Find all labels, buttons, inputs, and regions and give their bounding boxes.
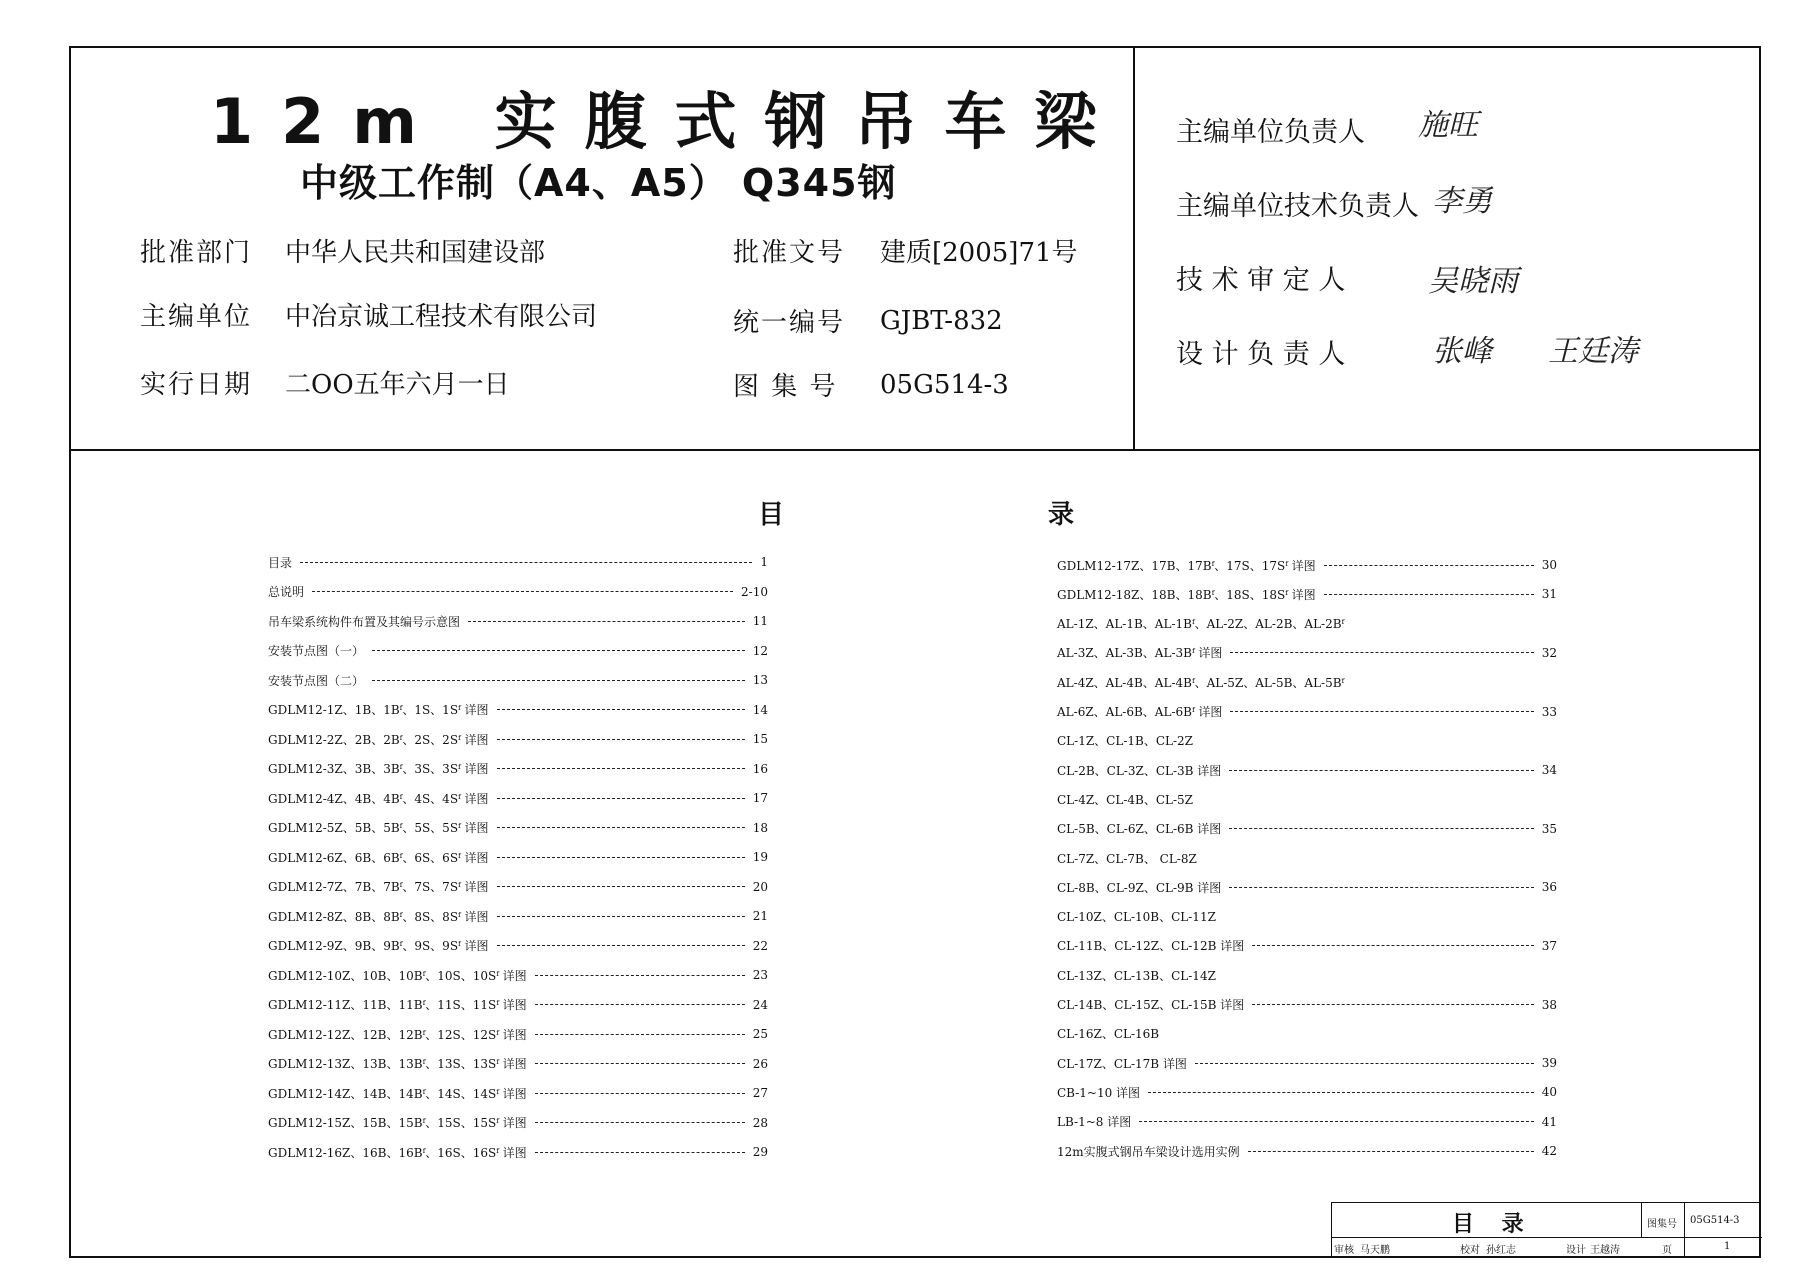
toc-entry-page: 33 xyxy=(1541,704,1557,719)
toc-leader xyxy=(1324,594,1534,595)
toc-leader xyxy=(1230,652,1533,653)
toc-leader xyxy=(372,680,745,681)
toc-entry-page: 41 xyxy=(1541,1114,1557,1129)
toc-entry xyxy=(1057,789,1557,809)
toc-entry-title: GDLM12-10Z、10B、10Bᶠ、10S、10Sᶠ 详图 xyxy=(268,968,527,983)
toc-leader xyxy=(1229,770,1533,771)
toc-entry-title: 安装节点图（二） xyxy=(268,673,365,688)
info-label-atlas-no: 图 集 号 xyxy=(733,372,838,402)
signature-design-head: 张峰 xyxy=(1432,334,1492,369)
toc-entry-page: 32 xyxy=(1541,645,1557,660)
toc-entry-title: CL-2B、CL-3Z、CL-3B 详图 xyxy=(1057,763,1222,778)
toc-entry-page: 1 xyxy=(760,555,768,569)
toc-entry-title: AL-1Z、AL-1B、AL-1Bᶠ、AL-2Z、AL-2B、AL-2Bᶠ xyxy=(1057,617,1345,632)
toc-entry-page: 14 xyxy=(752,702,768,717)
toc-entry xyxy=(1057,936,1557,956)
toc-entry-title: GDLM12-15Z、15B、15Bᶠ、15S、15Sᶠ 详图 xyxy=(268,1116,527,1130)
header-divider xyxy=(69,449,1761,451)
tb-check-name: 孙红志 xyxy=(1486,1245,1516,1256)
toc-entry xyxy=(1057,848,1557,868)
toc-leader xyxy=(497,916,745,917)
toc-leader xyxy=(497,827,745,828)
toc-entry-page: 13 xyxy=(752,673,768,687)
signature-tech-head: 李勇 xyxy=(1432,184,1492,219)
tb-check-label: 校对 xyxy=(1460,1245,1480,1256)
toc-entry xyxy=(1057,1112,1557,1132)
toc-entry-page: 31 xyxy=(1541,587,1557,602)
toc-entry-title: CL-17Z、CL-17B 详图 xyxy=(1057,1056,1187,1071)
toc-leader xyxy=(497,857,745,858)
tb-page-label: 页 xyxy=(1662,1245,1672,1256)
toc-leader xyxy=(1252,1004,1534,1005)
toc-entry-title: GDLM12-9Z、9B、9Bᶠ、9S、9Sᶠ 详图 xyxy=(268,939,489,953)
toc-entry-title: CL-7Z、CL-7B、 CL-8Z xyxy=(1057,851,1197,866)
toc-leader xyxy=(1148,1092,1534,1093)
toc-entry-page: 11 xyxy=(752,614,768,628)
toc-entry-title: 目录 xyxy=(268,555,293,570)
toc-entry-title: GDLM12-16Z、16B、16Bᶠ、16S、16Sᶠ 详图 xyxy=(268,1145,527,1160)
toc-entry xyxy=(268,1142,768,1162)
toc-entry-page: 30 xyxy=(1541,558,1557,572)
toc-entry xyxy=(1057,760,1557,780)
toc-leader xyxy=(1248,1151,1534,1152)
toc-leader xyxy=(1252,945,1534,946)
toc-entry xyxy=(268,965,768,985)
toc-entry xyxy=(1057,672,1557,692)
toc-entry xyxy=(268,1054,768,1074)
toc-entry xyxy=(268,729,768,749)
tb-title: 目 录 xyxy=(1452,1211,1534,1237)
toc-entry xyxy=(268,611,768,631)
toc-entry xyxy=(1057,1141,1557,1161)
toc-entry-title: CL-1Z、CL-1B、CL-2Z xyxy=(1057,734,1194,749)
toc-entry-title: 总说明 xyxy=(268,585,305,599)
toc-entry-title: GDLM12-4Z、4B、4Bᶠ、4S、4Sᶠ 详图 xyxy=(268,791,489,806)
toc-entry-title: CL-16Z、CL-16B xyxy=(1057,1027,1160,1042)
toc-leader xyxy=(535,1063,745,1064)
toc-heading-left: 目 xyxy=(758,500,785,530)
sig-label-chief-unit-head: 主编单位负责人 xyxy=(1176,117,1365,148)
toc-leader xyxy=(372,650,745,651)
toc-entry xyxy=(268,877,768,897)
sig-label-design-head: 设 计 负 责 人 xyxy=(1176,339,1346,370)
info-value-unified-no: GJBT-832 xyxy=(880,306,1003,336)
toc-entry-page: 29 xyxy=(752,1145,768,1159)
toc-entry-page: 27 xyxy=(752,1086,768,1100)
toc-leader xyxy=(497,886,745,887)
toc-entry-title: GDLM12-5Z、5B、5Bᶠ、5S、5Sᶠ 详图 xyxy=(268,821,489,835)
toc-leader xyxy=(300,562,752,563)
toc-entry-page: 40 xyxy=(1541,1085,1557,1100)
info-value-approval-dept: 中华人民共和国建设部 xyxy=(285,238,546,268)
toc-entry xyxy=(1057,877,1557,897)
toc-entry-page: 34 xyxy=(1541,763,1557,778)
info-label-approval-no: 批准文号 xyxy=(733,238,846,268)
toc-leader xyxy=(497,739,745,740)
page-title: 12m 实腹式钢吊车梁 xyxy=(210,85,1125,158)
toc-entry-title: GDLM12-3Z、3B、3Bᶠ、3S、3Sᶠ 详图 xyxy=(268,762,489,776)
toc-leader xyxy=(497,798,745,799)
toc-leader xyxy=(535,1034,745,1035)
toc-entry-title: CL-11B、CL-12Z、CL-12B 详图 xyxy=(1057,939,1245,954)
toc-heading-right: 录 xyxy=(1048,500,1075,530)
info-label-chief-unit: 主编单位 xyxy=(140,302,253,332)
toc-entry xyxy=(1057,1053,1557,1073)
toc-entry-title: 安装节点图（一） xyxy=(268,644,365,658)
toc-leader xyxy=(1229,887,1533,888)
toc-entry xyxy=(1057,731,1557,751)
toc-entry-title: GDLM12-17Z、17B、17Bᶠ、17S、17Sᶠ 详图 xyxy=(1057,558,1316,573)
toc-entry-title: 吊车梁系统构件布置及其编号示意图 xyxy=(268,614,461,629)
toc-entry xyxy=(268,670,768,690)
tb-review-label: 审核 xyxy=(1334,1245,1354,1256)
info-label-effective-date: 实行日期 xyxy=(140,370,253,400)
toc-entry xyxy=(268,700,768,720)
toc-entry xyxy=(268,788,768,808)
toc-entry xyxy=(268,906,768,926)
toc-entry-title: AL-4Z、AL-4B、AL-4Bᶠ、AL-5Z、AL-5B、AL-5Bᶠ xyxy=(1057,675,1345,690)
toc-entry-page: 35 xyxy=(1541,821,1557,836)
toc-entry xyxy=(1057,995,1557,1015)
toc-entry-title: CL-10Z、CL-10B、CL-11Z xyxy=(1057,910,1216,925)
page-subtitle: 中级工作制（A4、A5） Q345钢 xyxy=(300,161,897,205)
toc-entry-page: 18 xyxy=(752,820,768,835)
toc-entry-title: CL-8B、CL-9Z、CL-9B 详图 xyxy=(1057,880,1222,895)
toc-entry-page: 19 xyxy=(752,850,768,864)
toc-entry xyxy=(1057,702,1557,722)
toc-entry-title: CL-4Z、CL-4B、CL-5Z xyxy=(1057,792,1194,807)
toc-entry-page: 17 xyxy=(752,791,768,805)
toc-entry-page: 38 xyxy=(1541,997,1557,1012)
toc-entry-title: CL-14B、CL-15Z、CL-15B 详图 xyxy=(1057,998,1245,1012)
toc-entry-page: 20 xyxy=(752,879,768,894)
sig-label-tech-head: 主编单位技术负责人 xyxy=(1176,191,1419,222)
toc-entry xyxy=(268,847,768,867)
tb-divider xyxy=(1684,1203,1685,1257)
info-value-chief-unit: 中冶京诚工程技术有限公司 xyxy=(285,302,598,332)
toc-entry-page: 22 xyxy=(752,938,768,953)
toc-entry xyxy=(1057,555,1557,575)
toc-entry-title: GDLM12-1Z、1B、1Bᶠ、1S、1Sᶠ 详图 xyxy=(268,703,489,717)
toc-entry-title: AL-3Z、AL-3B、AL-3Bᶠ 详图 xyxy=(1057,646,1223,661)
info-label-unified-no: 统一编号 xyxy=(733,308,846,338)
toc-entry-title: GDLM12-2Z、2B、2Bᶠ、2S、2Sᶠ 详图 xyxy=(268,732,489,747)
tb-atlas-label: 图集号 xyxy=(1647,1219,1677,1230)
toc-leader xyxy=(497,945,745,946)
title-block xyxy=(1331,1202,1761,1258)
toc-entry-page: 23 xyxy=(752,968,768,982)
toc-leader xyxy=(535,1152,745,1153)
toc-entry-page: 28 xyxy=(752,1115,768,1130)
toc-entry xyxy=(268,995,768,1015)
tb-review-name: 马天鹏 xyxy=(1360,1245,1390,1256)
toc-entry xyxy=(1057,907,1557,927)
signature-divider xyxy=(1133,46,1135,449)
toc-entry-title: CL-5B、CL-6Z、CL-6B 详图 xyxy=(1057,822,1222,837)
toc-entry-title: GDLM12-18Z、18B、18Bᶠ、18S、18Sᶠ 详图 xyxy=(1057,587,1316,602)
toc-leader xyxy=(535,1004,745,1005)
toc-entry-page: 25 xyxy=(752,1027,768,1041)
toc-entry-page: 39 xyxy=(1541,1056,1557,1071)
tb-design-name: 王越涛 xyxy=(1590,1245,1620,1256)
toc-entry xyxy=(268,936,768,956)
toc-leader xyxy=(1195,1063,1534,1064)
toc-leader xyxy=(1230,711,1533,712)
toc-leader xyxy=(497,768,745,769)
toc-entry-title: GDLM12-6Z、6B、6Bᶠ、6S、6Sᶠ 详图 xyxy=(268,850,489,865)
signature-design-head-2: 王廷涛 xyxy=(1548,334,1638,369)
toc-leader xyxy=(535,1093,745,1094)
toc-entry xyxy=(268,818,768,838)
toc-entry xyxy=(268,641,768,661)
toc-entry-title: GDLM12-12Z、12B、12Bᶠ、12S、12Sᶠ 详图 xyxy=(268,1027,527,1042)
toc-entry-page: 42 xyxy=(1541,1144,1557,1158)
toc-leader xyxy=(1229,828,1533,829)
info-value-effective-date: 二OO五年六月一日 xyxy=(285,370,510,400)
toc-leader xyxy=(312,591,733,592)
tb-page-no: 1 xyxy=(1724,1241,1731,1252)
toc-entry xyxy=(268,1024,768,1044)
toc-leader xyxy=(1324,565,1534,566)
toc-entry-title: GDLM12-13Z、13B、13Bᶠ、13S、13Sᶠ 详图 xyxy=(268,1057,527,1071)
toc-entry-page: 24 xyxy=(752,997,768,1012)
toc-entry-title: GDLM12-14Z、14B、14Bᶠ、14S、14Sᶠ 详图 xyxy=(268,1086,527,1101)
tb-atlas-no: 05G514-3 xyxy=(1690,1215,1740,1226)
toc-leader xyxy=(468,621,745,622)
toc-entry-title: GDLM12-8Z、8B、8Bᶠ、8S、8Sᶠ 详图 xyxy=(268,909,489,924)
toc-entry xyxy=(268,1083,768,1103)
toc-leader xyxy=(535,1122,745,1123)
toc-entry xyxy=(1057,614,1557,634)
toc-entry-page: 15 xyxy=(752,732,768,746)
signature-chief-unit-head: 施旺 xyxy=(1418,108,1478,143)
toc-leader xyxy=(497,709,745,710)
toc-entry xyxy=(1057,965,1557,985)
toc-entry xyxy=(268,759,768,779)
toc-entry-title: 12m实腹式钢吊车梁设计选用实例 xyxy=(1057,1144,1240,1159)
sig-label-tech-reviewer: 技 术 审 定 人 xyxy=(1176,265,1346,296)
toc-entry-page: 16 xyxy=(752,761,768,776)
tb-design-label: 设计 xyxy=(1566,1245,1586,1256)
toc-entry-page: 37 xyxy=(1541,938,1557,953)
toc-leader xyxy=(535,975,745,976)
info-label-approval-dept: 批准部门 xyxy=(140,238,253,268)
toc-entry xyxy=(268,582,768,602)
toc-entry-page: 26 xyxy=(752,1056,768,1071)
signature-tech-reviewer: 吴晓雨 xyxy=(1428,264,1518,299)
toc-entry xyxy=(1057,643,1557,663)
toc-entry-page: 12 xyxy=(752,643,768,658)
toc-entry xyxy=(1057,819,1557,839)
toc-entry xyxy=(1057,1024,1557,1044)
toc-entry-title: LB-1~8 详图 xyxy=(1057,1115,1132,1130)
toc-leader xyxy=(1139,1121,1534,1122)
info-value-atlas-no: 05G514-3 xyxy=(880,370,1009,400)
toc-entry-page: 36 xyxy=(1541,880,1557,895)
toc-entry-page: 21 xyxy=(752,909,768,923)
toc-entry-page: 2-10 xyxy=(741,584,768,599)
toc-entry xyxy=(1057,1082,1557,1102)
toc-entry xyxy=(1057,584,1557,604)
toc-entry xyxy=(268,552,768,572)
toc-entry-title: GDLM12-11Z、11B、11Bᶠ、11S、11Sᶠ 详图 xyxy=(268,998,527,1012)
toc-entry xyxy=(268,1113,768,1133)
toc-entry-title: CL-13Z、CL-13B、CL-14Z xyxy=(1057,968,1216,983)
toc-entry-title: CB-1~10 详图 xyxy=(1057,1085,1141,1100)
toc-entry-title: AL-6Z、AL-6B、AL-6Bᶠ 详图 xyxy=(1057,705,1223,719)
info-value-approval-no: 建质[2005]71号 xyxy=(880,238,1078,268)
toc-entry-title: GDLM12-7Z、7B、7Bᶠ、7S、7Sᶠ 详图 xyxy=(268,880,489,894)
